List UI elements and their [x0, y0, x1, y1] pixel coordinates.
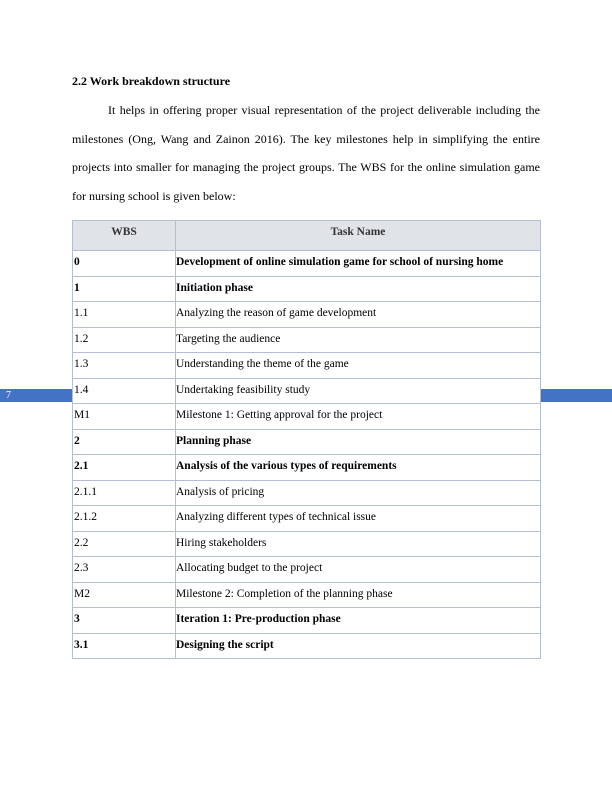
- table-row: [73, 480, 541, 506]
- wbs-cell: 0: [73, 251, 176, 277]
- wbs-cell: 1.1: [73, 302, 176, 328]
- task-cell: Undertaking feasibility study: [176, 378, 541, 404]
- task-cell: Analyzing the reason of game development: [176, 302, 541, 328]
- wbs-table: [72, 220, 541, 659]
- task-cell: Analyzing different types of technical issue: [176, 506, 541, 532]
- wbs-cell: M1: [73, 404, 176, 430]
- wbs-cell: 1.3: [73, 353, 176, 379]
- wbs-cell: 2.3: [73, 557, 176, 583]
- table-row: [73, 455, 541, 481]
- task-cell: Milestone 1: Getting approval for the project: [176, 404, 541, 430]
- wbs-cell: 1.4: [73, 378, 176, 404]
- task-cell: Targeting the audience: [176, 327, 541, 353]
- table-row: [73, 633, 541, 659]
- header-task-name: Task Name: [176, 221, 541, 251]
- task-cell: Initiation phase: [176, 276, 541, 302]
- section-heading: 2.2 Work breakdown structure: [72, 74, 231, 88]
- wbs-cell: 2.1: [73, 455, 176, 481]
- table-row: [73, 276, 541, 302]
- wbs-cell: 2: [73, 429, 176, 455]
- wbs-cell: 1.2: [73, 327, 176, 353]
- header-wbs: WBS: [73, 221, 176, 251]
- table-row: [73, 404, 541, 430]
- table-row: [73, 429, 541, 455]
- task-cell: Understanding the theme of the game: [176, 353, 541, 379]
- body-paragraph: It helps in offering proper visual representation of the project deliverable including the milestones (Ong, Wang and Zainon 2016). The key milestones help in simplifying the entire projects into smaller for managing the project groups. The WBS for the online simulation game for nursing school is given below:: [72, 103, 540, 203]
- wbs-cell: M2: [73, 582, 176, 608]
- wbs-cell: 3.1: [73, 633, 176, 659]
- task-cell: Hiring stakeholders: [176, 531, 541, 557]
- table-header-row: [73, 221, 541, 251]
- table-row: [73, 531, 541, 557]
- task-cell: Analysis of pricing: [176, 480, 541, 506]
- table-row: [73, 302, 541, 328]
- table-row: [73, 378, 541, 404]
- table-row: [73, 582, 541, 608]
- table-row: [73, 608, 541, 634]
- table-row: [73, 251, 541, 277]
- task-cell: Iteration 1: Pre-production phase: [176, 608, 541, 634]
- wbs-cell: 1: [73, 276, 176, 302]
- table-row: [73, 327, 541, 353]
- page-number: 7: [6, 390, 11, 401]
- wbs-cell: 2.1.2: [73, 506, 176, 532]
- wbs-cell: 2.2: [73, 531, 176, 557]
- task-cell: Development of online simulation game for school of nursing home: [176, 251, 541, 277]
- table-row: [73, 557, 541, 583]
- task-cell: Designing the script: [176, 633, 541, 659]
- task-cell: Allocating budget to the project: [176, 557, 541, 583]
- task-cell: Planning phase: [176, 429, 541, 455]
- table-row: [73, 353, 541, 379]
- task-cell: Analysis of the various types of requirements: [176, 455, 541, 481]
- table-row: [73, 506, 541, 532]
- task-cell: Milestone 2: Completion of the planning phase: [176, 582, 541, 608]
- wbs-cell: 3: [73, 608, 176, 634]
- wbs-cell: 2.1.1: [73, 480, 176, 506]
